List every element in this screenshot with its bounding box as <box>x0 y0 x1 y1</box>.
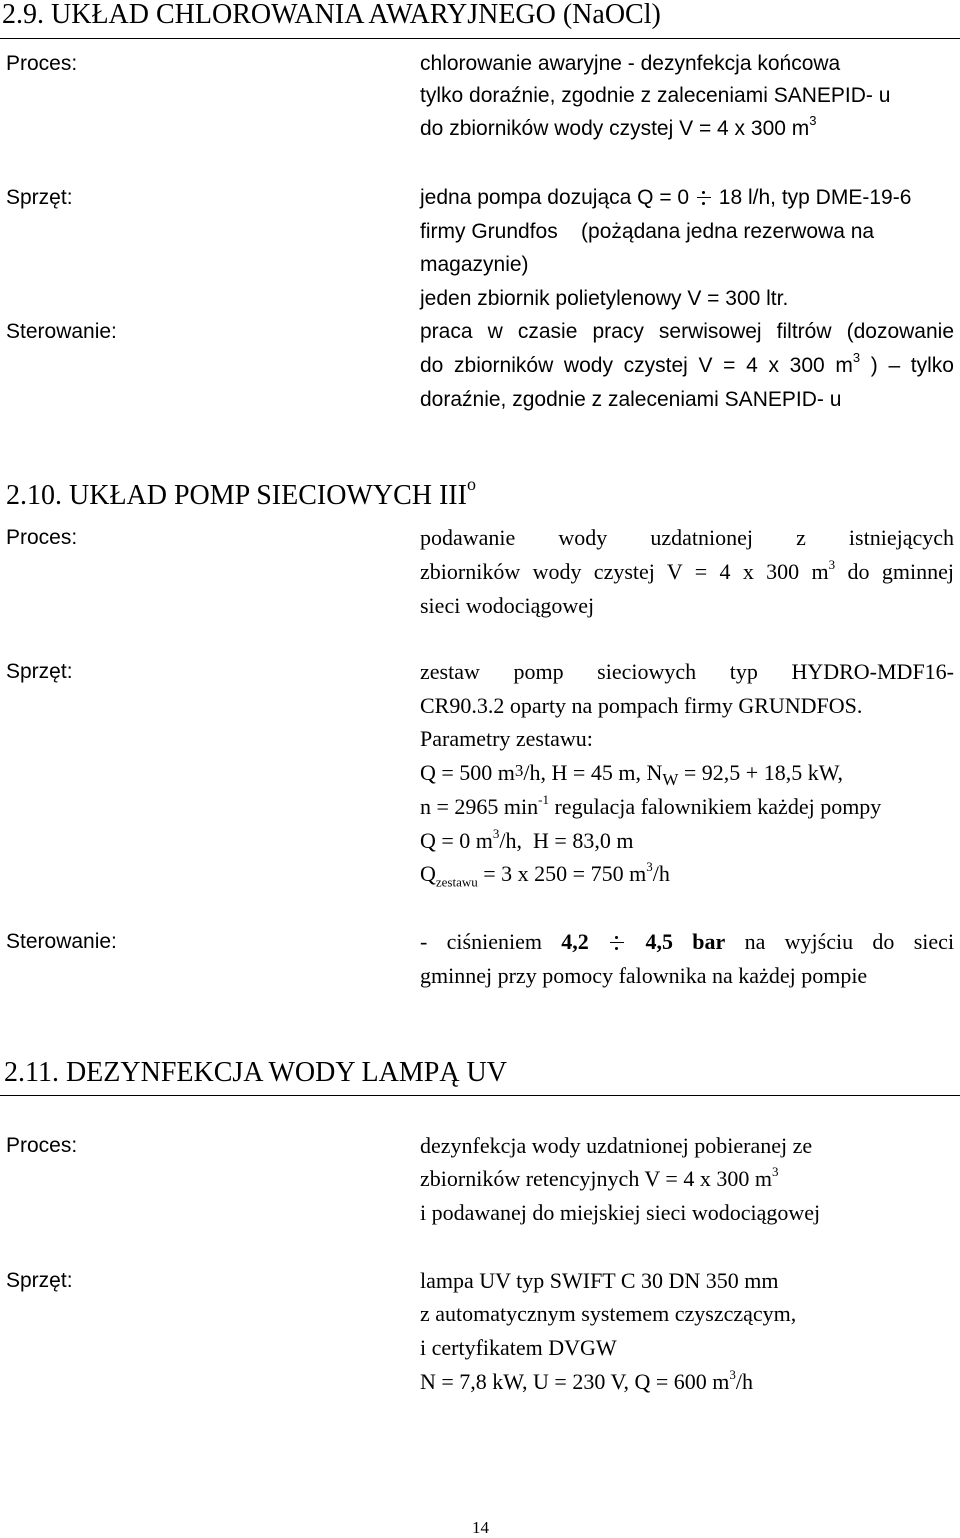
sprzet-line-1: lampa UV typ SWIFT C 30 DN 350 mm <box>420 1268 779 1293</box>
sprzet-line-3: i certyfikatem DVGW <box>420 1335 617 1360</box>
sprzet-line-7: $Q_{zestawu} = 3$ x 250 = 750 $m^3/h$ <box>420 858 670 890</box>
proces-line-3: do zbiorników wody czystej V = 4 x 300 $m^3$ <box>420 113 817 140</box>
proces-line-2: zbiorników wody czystej V = 4 x 300 $m^3$ do gminnej <box>420 556 954 584</box>
proces-line-2: zbiorników retencyjnych V = 4 x 300 $m^3$ <box>420 1163 779 1191</box>
proces-line-3: sieci wodociągowej <box>420 593 595 618</box>
sprzet-line-5: n = 2965 $\min^{-1}$ regulacja falownikiem każdej pompy <box>420 791 882 819</box>
sterowanie-line-2: gminnej przy pomocy falownika na każdej pompie <box>420 963 868 988</box>
section-divider <box>0 38 960 39</box>
proces-line-1: chlorowanie awaryjne - dezynfekcja końcowa <box>420 52 841 75</box>
proces-line-2: tylko doraźnie, zgodnie z zaleceniami SANEPID- u <box>420 84 891 107</box>
division-sign-icon <box>610 936 624 950</box>
sprzet-line-4: Q = 500 m3/h, H = 45 m, $N_W = 92,5 + 18,5$ kW, <box>420 760 843 789</box>
sterowanie-line-1: - ciśnieniem 4,2 4,5 bar na wyjściu do sieci <box>420 929 955 954</box>
sprzet-line-2: z automatycznym systemem czyszczącym, <box>420 1301 797 1326</box>
section-2-9-title: 2.9. UKŁAD CHLOROWANIA AWARYJNEGO (NaOCl) <box>2 0 661 30</box>
proces-label: Proces: <box>6 52 78 75</box>
page-number: 14 <box>472 1518 489 1537</box>
sprzet-line-4: N = 7,8 kW, U = 230 V, Q = 600 $m^3/h$ <box>420 1366 754 1394</box>
proces-label: Proces: <box>6 526 78 549</box>
section-2-11-title: 2.11. DEZYNFEKCJA WODY LAMPĄ UV <box>4 1057 507 1088</box>
proces-line-1: dezynfekcja wody uzdatnionej pobieranej ze <box>420 1133 813 1158</box>
proces-line-3: i podawanej do miejskiej sieci wodociągowej <box>420 1200 821 1225</box>
proces-line-1: podawanie wody uzdatnionej z istniejących <box>420 525 954 550</box>
proces-label: Proces: <box>6 1134 78 1157</box>
sprzet-line-1: jedna pompa dozująca Q = 0 18 l/h, typ DME-19-6 <box>420 186 912 209</box>
sprzet-line-6: Q = 0 $m^3/h$, H = 83,0 m <box>420 825 634 853</box>
sterowanie-label: Sterowanie: <box>6 930 117 953</box>
sprzet-line-2: firmy Grundfos (pożądana jedna rezerwowa na <box>420 220 875 243</box>
sterowanie-line-1: praca w czasie pracy serwisowej filtrów (dozowanie <box>420 320 954 343</box>
sprzet-line-4: jeden zbiornik polietylenowy V = 300 ltr. <box>420 287 789 310</box>
section-divider <box>0 1095 960 1096</box>
division-sign-icon <box>697 191 711 205</box>
sprzet-label: Sprzęt: <box>6 1269 73 1292</box>
sprzet-label: Sprzęt: <box>6 660 73 683</box>
sprzet-line-3: Parametry zestawu: <box>420 726 593 751</box>
section-2-10-title: 2.10. UKŁAD POMP SIECIOWYCH III$^o$ <box>6 473 476 511</box>
sprzet-line-3: magazynie) <box>420 253 529 276</box>
sterowanie-line-2: do zbiorników wody czystej V = 4 x 300 $m^3$ ) – tylko <box>420 350 954 377</box>
sprzet-line-1: zestaw pomp sieciowych typ HYDRO-MDF16- <box>420 659 954 684</box>
sterowanie-line-3: doraźnie, zgodnie z zaleceniami SANEPID- u <box>420 388 842 411</box>
sterowanie-label: Sterowanie: <box>6 320 117 343</box>
sprzet-label: Sprzęt: <box>6 186 73 209</box>
sprzet-line-2: CR90.3.2 oparty na pompach firmy GRUNDFOS. <box>420 693 863 718</box>
